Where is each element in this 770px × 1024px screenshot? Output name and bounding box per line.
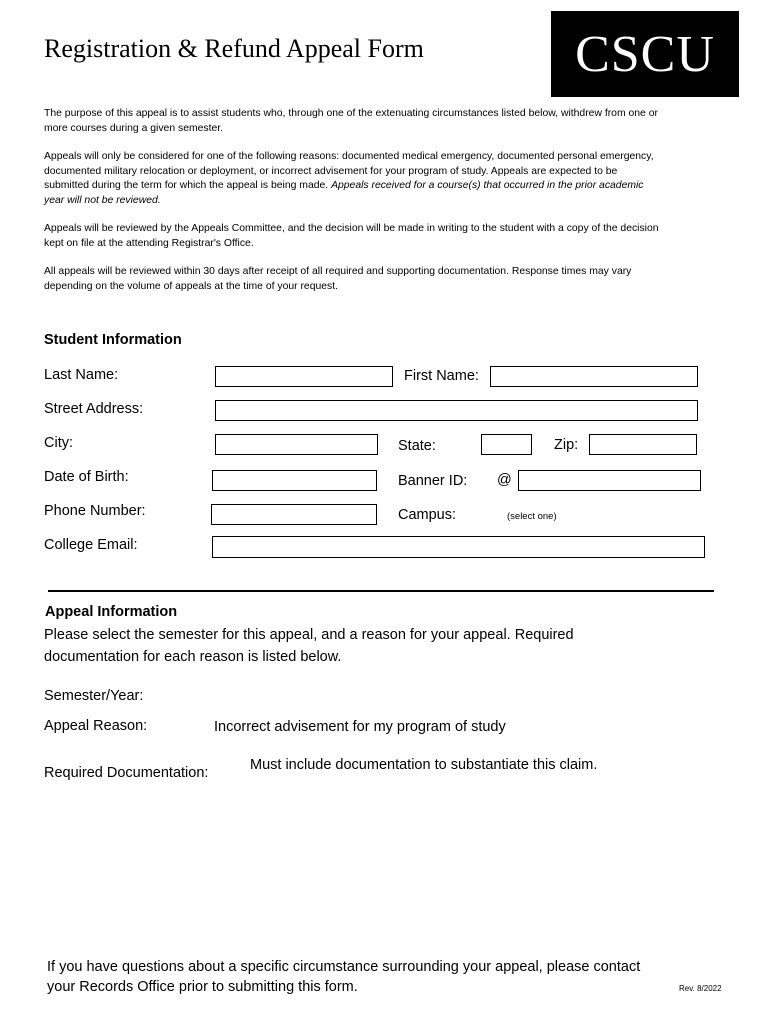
street-address-field[interactable] bbox=[215, 400, 698, 421]
last-name-label: Last Name: bbox=[44, 367, 119, 383]
street-address-label: Street Address: bbox=[44, 401, 144, 417]
appeal-reason-select[interactable]: Incorrect advisement for my program of study bbox=[214, 719, 506, 735]
city-field[interactable] bbox=[215, 434, 378, 455]
semester-label: Semester/Year: bbox=[44, 688, 144, 704]
dob-label: Date of Birth: bbox=[44, 469, 129, 485]
logo-text: CSCU bbox=[575, 25, 715, 83]
intro-paragraph-purpose: The purpose of this appeal is to assist students who, through one of the extenuating circumstances listed below, withdrew from one or more courses during a given semester. bbox=[44, 108, 658, 134]
cscu-logo bbox=[551, 11, 739, 97]
city-label: City: bbox=[44, 435, 73, 451]
form-title: Registration & Refund Appeal Form bbox=[44, 34, 424, 63]
appeal-instructions: Please select the semester for this appeal, and a reason for your appeal. Required documentation for each reason is listed below. bbox=[44, 627, 574, 665]
footer-note: If you have questions about a specific circumstance surrounding your appeal, please contact your Records Office prior to submitting this form. bbox=[47, 959, 641, 995]
zip-field[interactable] bbox=[589, 434, 697, 455]
intro-paragraph-reasons bbox=[44, 150, 664, 208]
banner-id-at-prefix: @ bbox=[497, 472, 512, 488]
zip-label: Zip: bbox=[554, 437, 579, 453]
appeal-info-heading: Appeal Information bbox=[45, 604, 178, 620]
first-name-label: First Name: bbox=[404, 368, 479, 384]
state-field[interactable] bbox=[481, 434, 532, 455]
college-email-field[interactable] bbox=[212, 536, 705, 558]
banner-id-field[interactable] bbox=[518, 470, 701, 491]
campus-label: Campus: bbox=[398, 507, 457, 523]
dob-field[interactable] bbox=[212, 470, 377, 491]
required-documentation-text: Must include documentation to substantiate this claim. bbox=[250, 757, 598, 773]
campus-select[interactable]: (select one) bbox=[507, 511, 557, 522]
intro-paragraph-review: Appeals will be reviewed by the Appeals Committee, and the decision will be made in writing to the student with a copy of the decision kept on file at the attending Registrar's Office. bbox=[44, 223, 659, 249]
required-documentation-label: Required Documentation: bbox=[44, 765, 209, 781]
intro-reasons-italic: Appeals received for a course(s) that occurred in the prior academic year will not be reviewed. bbox=[44, 180, 644, 206]
revision-label: Rev. 8/2022 bbox=[679, 984, 722, 993]
intro-paragraph-timeline: All appeals will be reviewed within 30 days after receipt of all required and supporting documentation. Response times may vary depending on the volume of appeals at the time of your request. bbox=[44, 266, 632, 292]
intro-reasons-text: Appeals will only be considered for one of the following reasons: documented medical emergency, documented personal emergency, documented military relocation or deployment, or incorrect advisement for your program of study. Appeals are expected to be submitted during the term for which the appeal is being made. bbox=[44, 151, 654, 192]
last-name-field[interactable] bbox=[215, 366, 393, 387]
banner-id-label: Banner ID: bbox=[398, 473, 468, 489]
phone-field[interactable] bbox=[211, 504, 377, 525]
state-label: State: bbox=[398, 438, 436, 454]
phone-label: Phone Number: bbox=[44, 503, 146, 519]
semester-select[interactable] bbox=[215, 684, 515, 706]
appeal-reason-label: Appeal Reason: bbox=[44, 718, 148, 734]
college-email-label: College Email: bbox=[44, 537, 138, 553]
student-info-heading: Student Information bbox=[44, 332, 182, 348]
section-divider bbox=[48, 590, 714, 592]
first-name-field[interactable] bbox=[490, 366, 698, 387]
